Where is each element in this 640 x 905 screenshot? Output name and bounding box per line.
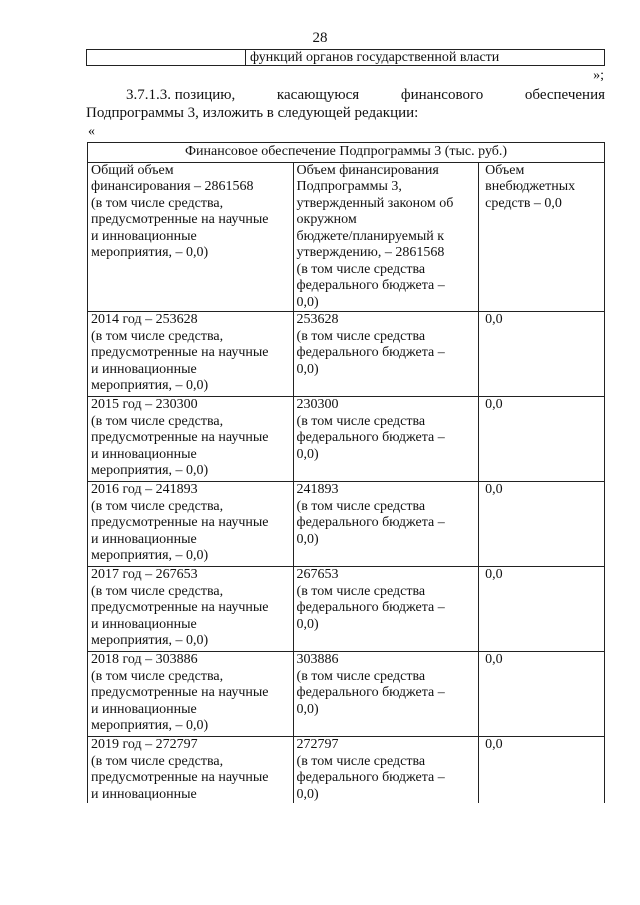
cell-total: 2014 год – 253628 (в том числе средства, предусмотренные на научные и инновационные мероприятия, – 0,0) (88, 312, 294, 397)
table-row (88, 312, 605, 397)
cell-budget: 267653 (в том числе средства федерального бюджета – 0,0) (293, 567, 479, 652)
header-budget: Объем финансирования Подпрограммы 3, утвержденный законом об окружном бюджете/планируемый к утверждению, – 2861568 (в том числе средства федерального бюджета – 0,0) (293, 162, 479, 312)
table-title: Финансовое обеспечение Подпрограммы 3 (тыс. руб.) (88, 143, 605, 163)
cell-budget: 253628 (в том числе средства федерального бюджета – 0,0) (293, 312, 479, 397)
cell-extra: 0,0 (479, 482, 605, 567)
page-number: 28 (312, 30, 328, 46)
paragraph-word: касающуюся (276, 87, 360, 103)
cell-budget: 230300 (в том числе средства федерального бюджета – 0,0) (293, 397, 479, 482)
cell-budget: 272797 (в том числе средства федерального бюджета – 0,0) (293, 737, 479, 804)
table-cell (87, 50, 246, 66)
table-header-row (88, 162, 605, 312)
cell-extra: 0,0 (479, 567, 605, 652)
header-extra: Объем внебюджетных средств – 0,0 (479, 162, 605, 312)
table-row (88, 567, 605, 652)
financing-table (87, 142, 605, 803)
cell-extra: 0,0 (479, 652, 605, 737)
cell-extra: 0,0 (479, 737, 605, 804)
cell-extra: 0,0 (479, 312, 605, 397)
cell-total: 2019 год – 272797 (в том числе средства, предусмотренные на научные и инновационные (88, 737, 294, 804)
table-title-row (88, 143, 605, 163)
paragraph-word: финансового (400, 87, 484, 103)
table-row (87, 50, 605, 66)
opening-quote: « (88, 124, 95, 139)
paragraph-line: Подпрограммы 3, изложить в следующей редакции: (86, 105, 419, 121)
table-row (88, 482, 605, 567)
closing-quote: »; (593, 68, 604, 83)
cell-total: 2016 год – 241893 (в том числе средства, предусмотренные на научные и инновационные мероприятия, – 0,0) (88, 482, 294, 567)
amendment-paragraph (86, 86, 605, 122)
cell-budget: 303886 (в том числе средства федерального бюджета – 0,0) (293, 652, 479, 737)
table-cell: функций органов государственной власти (246, 50, 605, 66)
continuation-table (86, 49, 605, 66)
table-row (88, 397, 605, 482)
table-row (88, 737, 605, 804)
cell-budget: 241893 (в том числе средства федерального бюджета – 0,0) (293, 482, 479, 567)
cell-total: 2018 год – 303886 (в том числе средства, предусмотренные на научные и инновационные мероприятия, – 0,0) (88, 652, 294, 737)
cell-total: 2017 год – 267653 (в том числе средства, предусмотренные на научные и инновационные мероприятия, – 0,0) (88, 567, 294, 652)
paragraph-word: 3.7.1.3. позицию, (126, 87, 236, 103)
paragraph-line (86, 86, 605, 104)
paragraph-word: обеспечения (524, 87, 605, 103)
cell-total: 2015 год – 230300 (в том числе средства, предусмотренные на научные и инновационные мероприятия, – 0,0) (88, 397, 294, 482)
table-row (88, 652, 605, 737)
cell-extra: 0,0 (479, 397, 605, 482)
header-total: Общий объем финансирования – 2861568 (в том числе средства, предусмотренные на научные и инновационные мероприятия, – 0,0) (88, 162, 294, 312)
